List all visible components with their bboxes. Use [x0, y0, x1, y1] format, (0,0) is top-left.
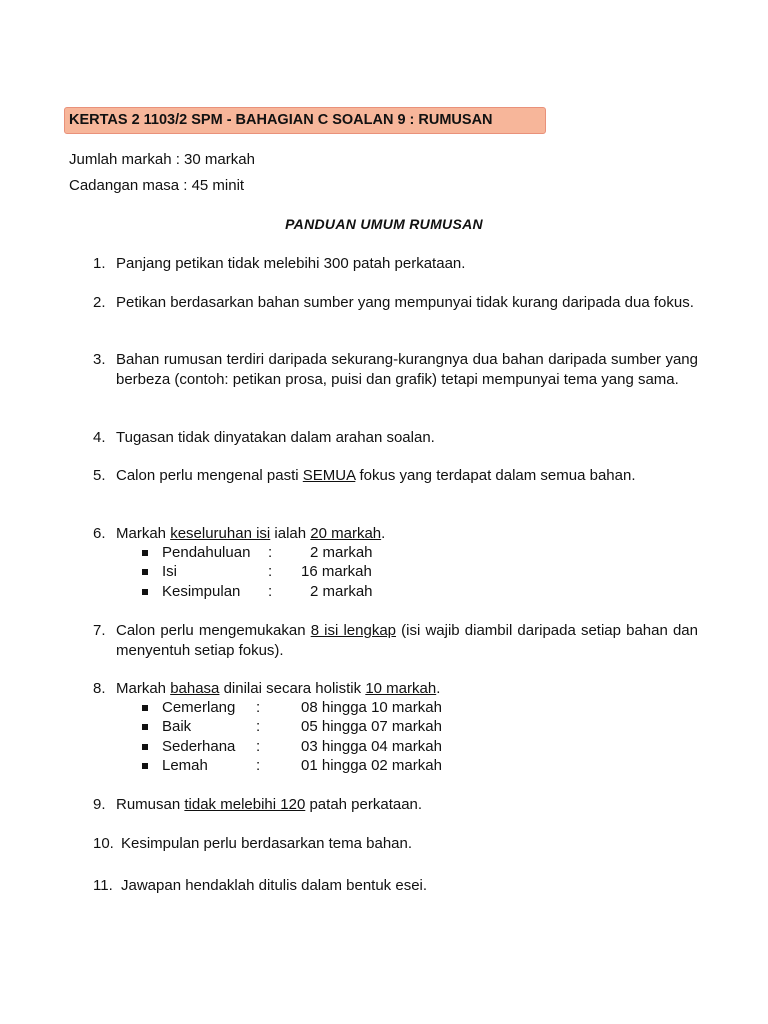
- text-run: Markah: [116, 680, 171, 697]
- list-item: [93, 679, 698, 699]
- bullet-icon: [142, 569, 148, 575]
- list-item: [93, 524, 698, 544]
- text-run: dinilai secara holistik: [219, 680, 366, 697]
- page-title: KERTAS 2 1103/2 SPM - BAHAGIAN C SOALAN 9 : RUMUSAN: [64, 107, 546, 134]
- item-number: 2.: [93, 294, 106, 311]
- breakdown-label: Sederhana: [162, 738, 236, 755]
- total-marks: Jumlah markah : 30 markah: [69, 151, 255, 168]
- breakdown-value: 08 hingga 10 markah: [301, 699, 442, 716]
- emphasis-underline: 8 isi lengkap: [310, 622, 397, 639]
- item-number: 3.: [93, 351, 106, 368]
- item-text: Petikan berdasarkan bahan sumber yang mempunyai tidak kurang daripada dua fokus.: [116, 294, 694, 311]
- text-run: (isi wajib diambil daripada setiap bahan dan menyentuh setiap fokus).: [116, 622, 698, 659]
- breakdown-separator: :: [256, 757, 261, 774]
- item-number: 4.: [93, 429, 106, 446]
- list-item: [93, 466, 698, 486]
- item-text: [116, 621, 698, 660]
- breakdown-label: Pendahuluan: [162, 544, 251, 561]
- emphasis-underline: keseluruhan isi: [170, 525, 271, 542]
- item-text: Bahan rumusan terdiri daripada sekurang-kurangnya dua bahan daripada sumber yang berbeza (contoh: petikan prosa, puisi dan grafik) tetapi mempunyai tema yang sama.: [116, 351, 698, 388]
- list-item: [93, 834, 698, 854]
- item-text: Tugasan tidak dinyatakan dalam arahan soalan.: [116, 429, 435, 446]
- item-text: Kesimpulan perlu berdasarkan tema bahan.: [121, 835, 413, 852]
- breakdown-separator: :: [268, 544, 273, 561]
- bullet-icon: [142, 763, 148, 769]
- breakdown-label: Baik: [162, 718, 192, 735]
- breakdown-value: 2 markah: [310, 544, 373, 561]
- text-run: .: [381, 525, 386, 542]
- emphasis-underline: tidak melebihi 120: [184, 796, 306, 813]
- list-item: [93, 876, 698, 896]
- list-item: [93, 350, 698, 389]
- item-text: [116, 679, 698, 699]
- breakdown-separator: :: [268, 583, 273, 600]
- breakdown-separator: :: [268, 563, 273, 580]
- list-item: [93, 621, 698, 660]
- item-number: 5.: [93, 467, 106, 484]
- bullet-icon: [142, 589, 148, 595]
- breakdown-value: 01 hingga 02 markah: [301, 757, 442, 774]
- text-run: ialah: [270, 525, 311, 542]
- item-text: Panjang petikan tidak melebihi 300 patah perkataan.: [116, 255, 466, 272]
- item-number: 8.: [93, 680, 106, 697]
- item-number: 11.: [93, 877, 113, 894]
- bullet-icon: [142, 705, 148, 711]
- text-run: patah perkataan.: [305, 796, 423, 813]
- text-run: Rumusan: [116, 796, 185, 813]
- breakdown-separator: :: [256, 718, 261, 735]
- breakdown-separator: :: [256, 699, 261, 716]
- item-number: 9.: [93, 796, 106, 813]
- text-run: .: [436, 680, 441, 697]
- item-number: 10.: [93, 835, 114, 852]
- breakdown-value: 2 markah: [310, 583, 373, 600]
- text-run: Calon perlu mengenal pasti: [116, 467, 303, 484]
- breakdown-label: Lemah: [162, 757, 208, 774]
- emphasis-underline: SEMUA: [302, 467, 356, 484]
- list-item: [93, 293, 698, 313]
- bullet-icon: [142, 550, 148, 556]
- item-number: 1.: [93, 255, 106, 272]
- item-text: [116, 524, 698, 544]
- breakdown-value: 03 hingga 04 markah: [301, 738, 442, 755]
- breakdown-separator: :: [256, 738, 261, 755]
- list-item: [93, 795, 698, 815]
- bullet-icon: [142, 724, 148, 730]
- item-number: 6.: [93, 525, 106, 542]
- text-run: fokus yang terdapat dalam semua bahan.: [355, 467, 636, 484]
- breakdown-label: Kesimpulan: [162, 583, 241, 600]
- text-run: Calon perlu mengemukakan: [116, 622, 311, 639]
- emphasis-underline: 10 markah: [365, 680, 437, 697]
- emphasis-underline: 20 markah: [310, 525, 382, 542]
- bullet-icon: [142, 744, 148, 750]
- suggested-time: Cadangan masa : 45 minit: [69, 177, 245, 194]
- section-heading: PANDUAN UMUM RUMUSAN: [285, 216, 483, 232]
- breakdown-label: Isi: [162, 563, 177, 580]
- item-text: [116, 795, 698, 815]
- item-text: Jawapan hendaklah ditulis dalam bentuk esei.: [121, 877, 428, 894]
- item-text: [116, 466, 698, 486]
- list-item: [93, 428, 698, 448]
- list-item: [93, 254, 698, 274]
- item-number: 7.: [93, 622, 106, 639]
- breakdown-value: 05 hingga 07 markah: [301, 718, 442, 735]
- breakdown-value: 16 markah: [301, 563, 372, 580]
- emphasis-underline: bahasa: [170, 680, 220, 697]
- breakdown-label: Cemerlang: [162, 699, 236, 716]
- text-run: Markah: [116, 525, 171, 542]
